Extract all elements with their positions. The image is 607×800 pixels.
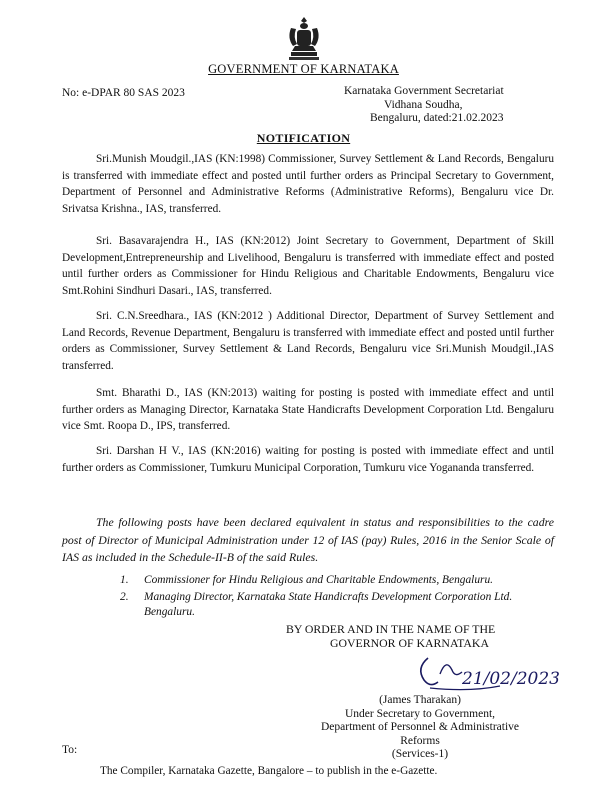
list-item-text: Managing Director, Karnataka State Handicrafts Development Corporation Ltd. Bengaluru. bbox=[144, 591, 513, 618]
transfer-paragraph: Sri.Munish Moudgil.,IAS (KN:1998) Commissioner, Survey Settlement & Land Records, Bengaluru is transferred with immediate effect and posted until further orders as Principal Secretary to Government, Department of Personnel and Administrative Reforms (Administrative Reforms), Bengaluru vice Dr. Srivatsa Krishna., IAS, transferred. bbox=[62, 153, 554, 215]
government-title: GOVERNMENT OF KARNATAKA bbox=[208, 62, 399, 76]
signatory-block bbox=[300, 694, 540, 762]
office-address bbox=[344, 85, 534, 126]
list-item bbox=[120, 590, 560, 620]
transfer-paragraph: Smt. Bharathi D., IAS (KN:2013) waiting for posting is posted with immediate effect and until further orders as Managing Director, Karnataka State Handicrafts Development Corporation Ltd. Bengaluru vice Smt. Roopa D., IPS, transferred. bbox=[62, 387, 554, 432]
list-item-number: 2. bbox=[120, 591, 129, 603]
handwritten-signature bbox=[410, 650, 590, 700]
transfer-paragraph: Sri. Basavarajendra H., IAS (KN:2012) Joint Secretary to Government, Department of Skill Development,Entrepreneurship and Livelihood, Bengaluru is transferred with immediate effect and posted until further orders as Commissioner for Hindu Religious and Charitable Endowments, Bengaluru vice Smt.Rohini Sindhuri Dasari., IAS, transferred. bbox=[62, 235, 554, 297]
order-line: BY ORDER AND IN THE NAME OF THE bbox=[286, 622, 496, 636]
office-line: Karnataka Government Secretariat bbox=[344, 85, 504, 97]
order-by-governor bbox=[286, 622, 536, 650]
equivalence-note: The following posts have been declared equivalent in status and responsibilities to the cadre post of Director of Municipal Administration under 12 of IAS (pay) Rules, 2016 in the Senior Scale of IAS as included in the Schedule-II-B of the said Rules. bbox=[62, 515, 554, 564]
recipient-line: The Compiler, Karnataka Gazette, Bangalore – to publish in the e-Gazette. bbox=[100, 765, 438, 777]
equivalent-posts-list bbox=[120, 573, 560, 622]
list-item-text: Commissioner for Hindu Religious and Charitable Endowments, Bengaluru. bbox=[144, 574, 493, 586]
list-item-number: 1. bbox=[120, 574, 129, 586]
list-item bbox=[120, 573, 560, 588]
office-line-date: Bengaluru, dated:21.02.2023 bbox=[370, 112, 504, 124]
signatory-designation: Under Secretary to Government, bbox=[344, 707, 496, 720]
svg-text:21/02/2023: 21/02/2023 bbox=[462, 669, 560, 689]
office-line: Vidhana Soudha, bbox=[384, 98, 463, 111]
transfer-paragraph: Sri. C.N.Sreedhara., IAS (KN:2012 ) Additional Director, Department of Survey Settlement and Land Records, Revenue Department, Bengaluru is transferred with immediate effect and posted until further orders as Commissioner, Survey Settlement & Land Records, Bengaluru vice Sri.Munish Moudgil.,IAS transferred. bbox=[62, 310, 554, 372]
order-line: GOVERNOR OF KARNATAKA bbox=[330, 636, 489, 650]
notification-heading: NOTIFICATION bbox=[256, 131, 351, 145]
signatory-section: (Services-1) bbox=[391, 748, 449, 761]
transfer-paragraph: Sri. Darshan H V., IAS (KN:2016) waiting for posting is posted with immediate effect and until further orders as Commissioner, Tumkuru Municipal Corporation, Tumkuru vice Yogananda transferred. bbox=[62, 445, 554, 474]
to-label: To: bbox=[62, 744, 78, 756]
signatory-department: Department of Personnel & Administrative Reforms bbox=[320, 721, 519, 747]
karnataka-emblem-icon bbox=[283, 14, 325, 62]
signatory-name: (James Tharakan) bbox=[379, 694, 461, 706]
reference-number: No: e-DPAR 80 SAS 2023 bbox=[62, 87, 185, 99]
